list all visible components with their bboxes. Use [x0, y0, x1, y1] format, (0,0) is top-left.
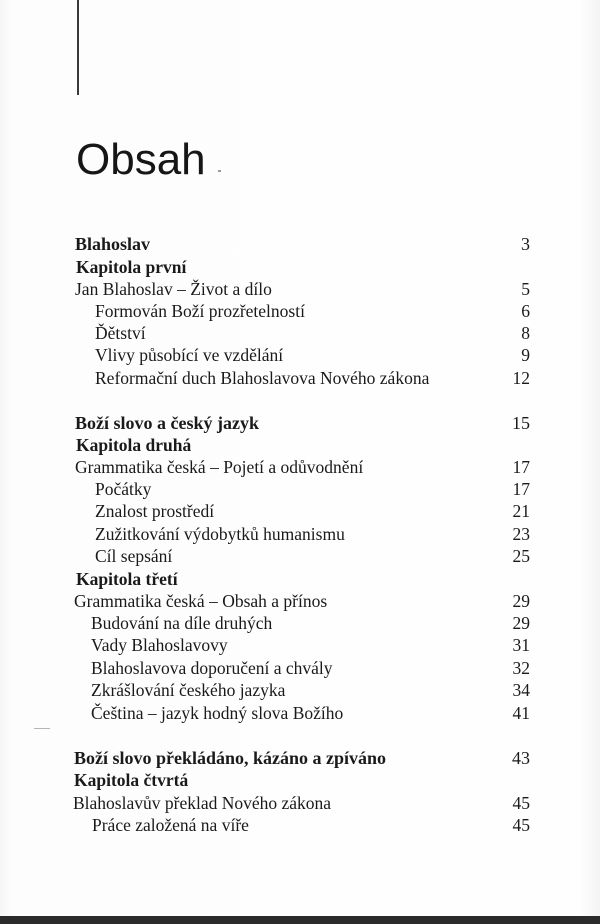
- toc-entry[interactable]: [0, 792, 600, 814]
- toc-page-number: 15: [512, 413, 530, 433]
- toc-chapter: [0, 434, 600, 456]
- print-speck: [218, 170, 221, 172]
- toc-subentry-label: Cíl sepsání: [95, 546, 173, 566]
- toc-subentry[interactable]: [0, 545, 600, 567]
- toc-page-number: 45: [512, 815, 530, 835]
- toc-chapter-label: Kapitola třetí: [76, 569, 178, 589]
- toc-subentry-label: Vlivy působící ve vzdělání: [95, 345, 284, 365]
- toc-subentry[interactable]: [0, 679, 600, 701]
- toc-subentry[interactable]: [0, 478, 600, 500]
- toc-entry[interactable]: [0, 278, 600, 300]
- toc-chapter: [0, 769, 600, 791]
- toc-chapter-label: Kapitola čtvrtá: [74, 770, 189, 790]
- toc-part-label: Boží slovo překládáno, kázáno a zpíváno: [74, 748, 387, 768]
- toc-page-number: 12: [512, 368, 530, 388]
- toc-subentry-label: Ďětství: [95, 323, 146, 343]
- toc-subentry[interactable]: [0, 500, 600, 522]
- toc-page-number: 32: [512, 658, 530, 678]
- toc-page-number: 3: [521, 234, 530, 254]
- toc-subentry[interactable]: [0, 300, 600, 322]
- toc-subentry[interactable]: [0, 814, 600, 836]
- toc-chapter-label: Kapitola druhá: [76, 435, 192, 455]
- toc-subentry[interactable]: [0, 367, 600, 389]
- margin-rule: [77, 0, 79, 95]
- toc-page-number: 25: [512, 546, 530, 566]
- toc-subentry-label: Zkrášlování českého jazyka: [91, 680, 286, 700]
- toc-entry-label: Grammatika česká – Obsah a přínos: [74, 591, 328, 611]
- toc-page-number: 31: [512, 635, 530, 655]
- toc-subentry-label: Reformační duch Blahoslavova Nového zákona: [95, 368, 430, 388]
- toc-page-number: 23: [512, 524, 530, 544]
- toc-subentry-label: Znalost prostředí: [95, 501, 215, 521]
- toc-part[interactable]: [0, 747, 600, 769]
- toc-part[interactable]: [0, 412, 600, 434]
- toc-subentry-label: Vady Blahoslavovy: [91, 635, 228, 655]
- toc-chapter: [0, 256, 600, 278]
- toc-subentry[interactable]: [0, 657, 600, 679]
- toc-subentry-label: Počátky: [95, 479, 152, 499]
- toc-subentry[interactable]: [0, 702, 600, 724]
- page-title: Obsah: [76, 135, 206, 184]
- toc-entry[interactable]: [0, 590, 600, 612]
- toc-subentry[interactable]: [0, 612, 600, 634]
- toc-page-number: 17: [512, 479, 530, 499]
- toc-page-number: 8: [521, 323, 530, 343]
- toc-subentry[interactable]: [0, 634, 600, 656]
- toc-subentry[interactable]: [0, 344, 600, 366]
- toc-part-label: Blahoslav: [75, 234, 151, 254]
- toc-subentry-label: Formován Boží prozřetelností: [95, 301, 305, 321]
- toc-page-number: 41: [512, 703, 530, 723]
- toc-entry[interactable]: [0, 456, 600, 478]
- toc-page-number: 43: [512, 748, 530, 768]
- toc-chapter-label: Kapitola první: [76, 257, 187, 277]
- toc-subentry-label: Zužitkování výdobytků humanismu: [95, 524, 345, 544]
- toc-part-label: Boží slovo a český jazyk: [75, 413, 259, 433]
- print-speck: [34, 728, 50, 729]
- toc-page-number: 6: [521, 301, 530, 321]
- toc-subentry-label: Budování na díle druhých: [91, 613, 273, 633]
- toc-entry-label: Blahoslavův překlad Nového zákona: [73, 793, 332, 813]
- toc-page-number: 29: [512, 613, 530, 633]
- toc-page-number: 34: [512, 680, 530, 700]
- toc-page-number: 9: [521, 345, 530, 365]
- toc-part[interactable]: [0, 233, 600, 255]
- toc-page-number: 21: [512, 501, 530, 521]
- toc-entry-label: Grammatika česká – Pojetí a odůvodnění: [75, 457, 364, 477]
- toc-page-number: 5: [521, 279, 530, 299]
- toc-subentry[interactable]: [0, 523, 600, 545]
- toc-subentry-label: Práce založená na víře: [92, 815, 249, 835]
- page-bottom-edge: [0, 916, 600, 924]
- toc-chapter: [0, 568, 600, 590]
- toc-subentry-label: Čeština – jazyk hodný slova Božího: [91, 703, 344, 723]
- toc-entry-label: Jan Blahoslav – Život a dílo: [75, 279, 272, 299]
- toc-page-number: 45: [512, 793, 530, 813]
- toc-page-number: 17: [512, 457, 530, 477]
- toc-subentry-label: Blahoslavova doporučení a chvály: [91, 658, 333, 678]
- toc-subentry[interactable]: [0, 322, 600, 344]
- toc-page-number: 29: [512, 591, 530, 611]
